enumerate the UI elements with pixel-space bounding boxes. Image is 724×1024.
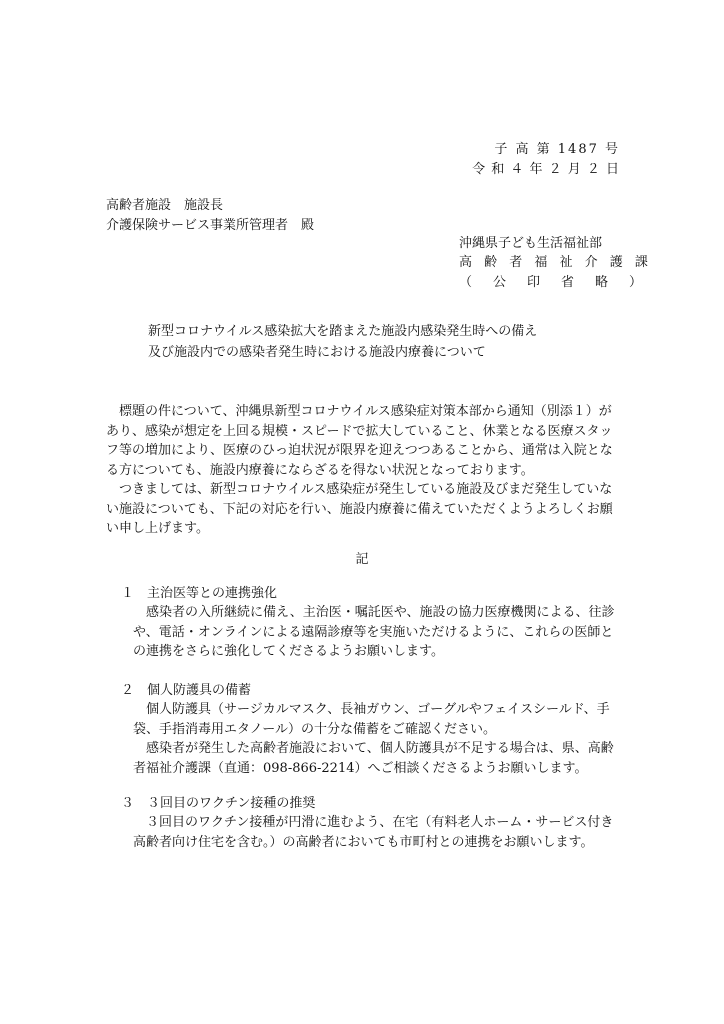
section-2-paragraph-2: 感染者が発生した高齢者施設において、個人防護具が不足する場合は、県、高齢者福祉介護課（直通：098-866-2214）へご相談くださるようお願いします。	[133, 741, 614, 776]
section-1-paragraph-1: 感染者の入所継続に備え、主治医・嘱託医や、施設の協力医療機関による、往診や、電話・オンラインによる遠隔診療等を実施いただけるように、これらの医師との連携をさらに強化してくださるようお願いします。	[133, 605, 615, 659]
document-title-line-1: 新型コロナウイルス感染拡大を踏まえた施設内感染発生時への備え	[148, 324, 538, 339]
sender-department: 沖縄県子ども生活福祉部	[459, 236, 603, 251]
addressee-line-2: 介護保険サービス事業所管理者 殿	[106, 218, 315, 233]
section-2-heading: ２ 個人防護具の備蓄	[121, 683, 252, 698]
seal-omitted-note: （ 公 印 省 略 ）	[459, 275, 647, 290]
body-paragraph-1: 標題の件について、沖縄県新型コロナウイルス感染症対策本部から通知（別添１）があり、感染が想定を上回る規模・スピードで拡大していること、休業となる医療スタッフ等の増加により、医療のひっ迫状況が限界を迎えつつあることから、通常は入院となる方についても、施設内療養にならざるを得ない状況となっております。	[106, 404, 613, 478]
section-3-paragraph-1: ３回目のワクチン接種が円滑に進むよう、在宅（有料老人ホーム・サービス付き高齢者向け住宅を含む。）の高齢者においても市町村との連携をお願いします。	[133, 815, 614, 850]
document-number: 子 高 第 1487 号	[494, 142, 620, 157]
section-1-heading: １ 主治医等との連携強化	[121, 586, 278, 601]
addressee-line-1: 高齢者施設 施設長	[106, 198, 224, 213]
document-date: 令 和 ４ 年 ２ 月 ２ 日	[472, 162, 620, 177]
section-2-paragraph-1: 個人防護具（サージカルマスク、長袖ガウン、ゴーグルやフェイスシールド、手袋、手指消毒用エタノール）の十分な備蓄をご確認ください。	[133, 702, 610, 737]
body-paragraph-2: つきましては、新型コロナウイルス感染症が発生している施設及びまだ発生していない施設についても、下記の対応を行い、施設内療養に備えていただくようよろしくお願い申し上げます。	[106, 482, 613, 536]
document-title-line-2: 及び施設内での感染者発生時における施設内療養について	[148, 345, 486, 360]
section-3-heading: ３ ３回目のワクチン接種の推奨	[121, 796, 316, 811]
ki-marker: 記	[355, 552, 369, 567]
sender-section: 高 齢 者 福 祉 介 護 課	[459, 255, 652, 270]
